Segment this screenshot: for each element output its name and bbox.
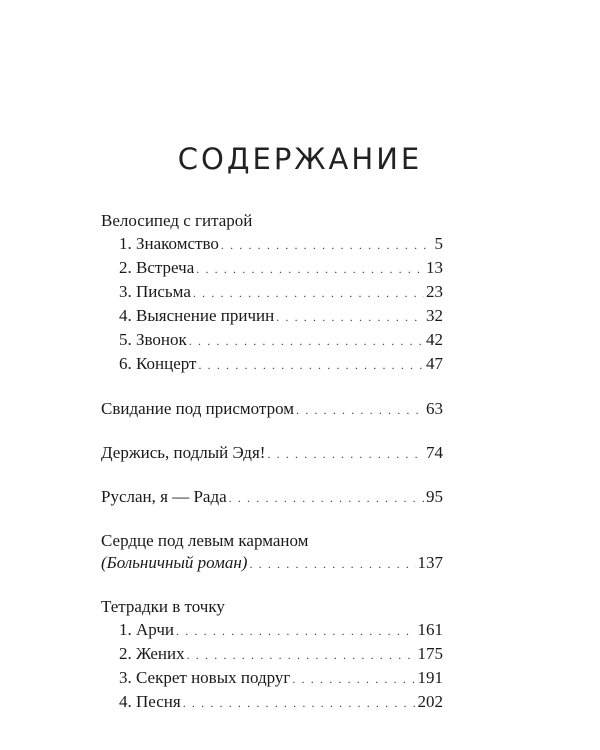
page-title: СОДЕРЖАНИЕ (177, 142, 423, 176)
toc-entry (101, 304, 443, 328)
page-number: 95 (426, 487, 443, 506)
page-number: 175 (417, 644, 443, 663)
toc-entry (101, 552, 443, 574)
toc-section-tetradki (101, 596, 443, 714)
entry-label: Держись, подлый Эдя! (101, 443, 266, 462)
entry-label: 2. Жених (119, 644, 185, 663)
page-number: 42 (426, 330, 443, 349)
dot-leader (276, 304, 424, 329)
dot-leader (187, 642, 416, 667)
page-number: 137 (417, 553, 443, 572)
page-number: 74 (426, 443, 443, 462)
toc-section-ruslan (101, 486, 443, 508)
dot-leader (196, 256, 424, 281)
entry-subtitle: (Больничный роман) (101, 553, 248, 572)
page-number: 191 (417, 668, 443, 687)
entry-label: 6. Концерт (119, 354, 197, 373)
toc-entry (101, 232, 443, 256)
dot-leader (198, 352, 424, 377)
dot-leader (292, 666, 415, 691)
toc-entry (101, 442, 443, 464)
toc-section-velosiped (101, 210, 443, 376)
toc-entry (101, 666, 443, 690)
dot-leader (189, 328, 424, 353)
toc-entry (101, 352, 443, 376)
entry-label: 3. Секрет новых подруг (119, 668, 291, 687)
entry-label: 1. Арчи (119, 620, 175, 639)
dot-leader (176, 618, 415, 643)
toc-entry (101, 256, 443, 280)
page-number: 63 (426, 399, 443, 418)
toc-entry (101, 280, 443, 304)
dot-leader (296, 398, 424, 421)
entry-label: 4. Выяснение причин (119, 306, 275, 325)
page-number: 161 (417, 620, 443, 639)
entry-label: 4. Песня (119, 692, 181, 711)
dot-leader (249, 552, 415, 575)
entry-label: 5. Звонок (119, 330, 187, 349)
toc-entry (101, 642, 443, 666)
dot-leader (193, 280, 424, 305)
entry-label: 2. Встреча (119, 258, 195, 277)
page-number: 23 (426, 282, 443, 301)
toc-section-svidanie (101, 398, 443, 420)
page-number: 202 (417, 692, 443, 711)
page-number: 13 (426, 258, 443, 277)
section-title: Тетрадки в точку (101, 597, 225, 616)
entry-label: Свидание под присмотром (101, 399, 295, 418)
dot-leader (267, 442, 424, 465)
dot-leader (221, 232, 433, 257)
entry-label: 1. Знакомство (119, 234, 219, 253)
section-title: Велосипед с гитарой (101, 211, 253, 230)
toc-entry (101, 618, 443, 642)
dot-leader (229, 486, 424, 509)
toc-entry (101, 486, 443, 508)
toc-section-serdtse (101, 530, 443, 574)
table-of-contents (101, 210, 443, 714)
toc-entry (101, 328, 443, 352)
dot-leader (183, 690, 416, 715)
toc-entry (101, 398, 443, 420)
page-number: 47 (426, 354, 443, 373)
toc-entry (101, 690, 443, 714)
entry-label: Руслан, я — Рада (101, 487, 227, 506)
entry-label: 3. Письма (119, 282, 191, 301)
toc-section-derzhis (101, 442, 443, 464)
page-number: 5 (434, 234, 443, 253)
section-title: Сердце под левым карманом (101, 531, 309, 550)
page-number: 32 (426, 306, 443, 325)
